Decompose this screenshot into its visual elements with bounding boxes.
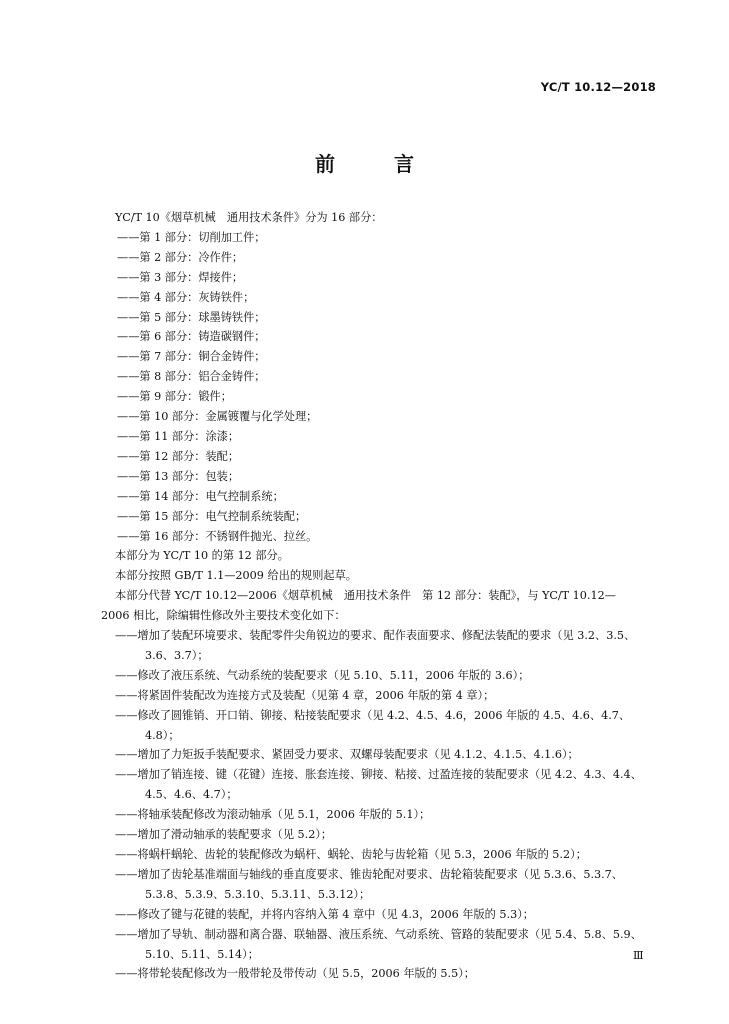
change-item: ——修改了键与花键的装配，并将内容纳入第 4 章中（见 4.3，2006 年版的 5.3）； — [115, 907, 534, 921]
part-item: ——第 8 部分：铝合金铸件； — [117, 370, 266, 384]
part-item: ——第 15 部分：电气控制系统装配； — [117, 509, 307, 523]
change-item: ——增加了齿轮基准端面与轴线的垂直度要求、锥齿轮配对要求、齿轮箱装配要求（见 5.3.6、5.3.7、5.3.8、5.3.9、5.3.10、5.3.11、5.3.12）； — [115, 867, 623, 901]
part-item: ——第 12 部分：装配； — [117, 449, 240, 463]
part-item: ——第 6 部分：铸造碳钢件； — [117, 330, 266, 344]
drafting-rules-statement: 本部分按照 GB/T 1.1—2009 给出的规则起草。 — [115, 569, 357, 583]
part-item: ——第 4 部分：灰铸铁件； — [117, 290, 255, 304]
change-item: ——增加了导轨、制动器和离合器、联轴器、液压系统、气动系统、管路的装配要求（见 5.4、5.8、5.9、5.10、5.11、5.14）； — [115, 927, 642, 961]
part-item: ——第 14 部分：电气控制系统； — [117, 489, 284, 503]
changes-list — [115, 626, 660, 984]
part-statement: 本部分为 YC/T 10 的第 12 部分。 — [115, 549, 289, 563]
page-title: 前 言 — [315, 152, 440, 176]
change-item: ——增加了销连接、键（花键）连接、胀套连接、铆接、粘接、过盈连接的装配要求（见 4.2、4.3、4.4、4.5、4.6、4.7）； — [115, 768, 642, 802]
change-item: ——将蜗杆蜗轮、齿轮的装配修改为蜗杆、蜗轮、齿轮与齿轮箱（见 5.3，2006 年版的 5.2）； — [115, 848, 587, 861]
page-number: Ⅲ — [633, 949, 644, 962]
change-item: ——增加了力矩扳手装配要求、紧固受力要求、双螺母装配要求（见 4.1.2、4.1.5、4.1.6）； — [115, 748, 579, 762]
part-item: ——第 7 部分：铜合金铸件； — [117, 350, 266, 364]
intro-paragraph: YC/T 10《烟草机械 通用技术条件》分为 16 部分： — [115, 211, 383, 224]
change-item: ——修改了液压系统、气动系统的装配要求（见 5.10、5.11，2006 年版的 3.6）； — [115, 668, 530, 682]
change-item: ——将紧固件装配改为连接方式及装配（见第 4 章，2006 年版的第 4 章）； — [115, 688, 495, 702]
part-item: ——第 5 部分：球墨铸铁件； — [117, 310, 266, 324]
foreword-body — [101, 208, 660, 984]
part-item: ——第 3 部分：焊接件； — [117, 270, 244, 284]
replacement-statement-line1: 本部分代替 YC/T 10.12—2006《烟草机械 通用技术条件 第 12 部分：装配》，与 YC/T 10.12— — [115, 589, 616, 603]
parts-list — [115, 228, 660, 547]
part-item: ——第 11 部分：涂漆； — [117, 429, 240, 443]
change-item: ——修改了圆锥销、开口销、铆接、粘接装配要求（见 4.2、4.5、4.6，2006 年版的 4.5、4.6、4.7、4.8）； — [115, 708, 631, 742]
change-item: ——将带轮装配修改为一般带轮及带传动（见 5.5，2006 年版的 5.5）； — [115, 967, 475, 981]
part-item: ——第 1 部分：切削加工件； — [117, 230, 266, 244]
replacement-statement-line2: 2006 相比，除编辑性修改外主要技术变化如下： — [101, 609, 346, 623]
standard-code-header: YC/T 10.12—2018 — [540, 80, 656, 94]
change-item: ——增加了装配环境要求、装配零件尖角锐边的要求、配作表面要求、修配法装配的要求（见 3.2、3.5、3.6、3.7）； — [115, 629, 636, 662]
part-item: ——第 9 部分：锻件； — [117, 390, 232, 404]
change-item: ——将轴承装配修改为滚动轴承（见 5.1，2006 年版的 5.1）； — [115, 808, 431, 822]
part-item: ——第 2 部分：冷作件； — [117, 250, 244, 264]
part-item: ——第 16 部分：不锈钢件抛光、拉丝。 — [117, 529, 318, 543]
change-item: ——增加了滑动轴承的装配要求（见 5.2）； — [115, 828, 333, 842]
part-item: ——第 10 部分：金属镀覆与化学处理； — [117, 410, 318, 424]
part-item: ——第 13 部分：包装； — [117, 469, 240, 483]
